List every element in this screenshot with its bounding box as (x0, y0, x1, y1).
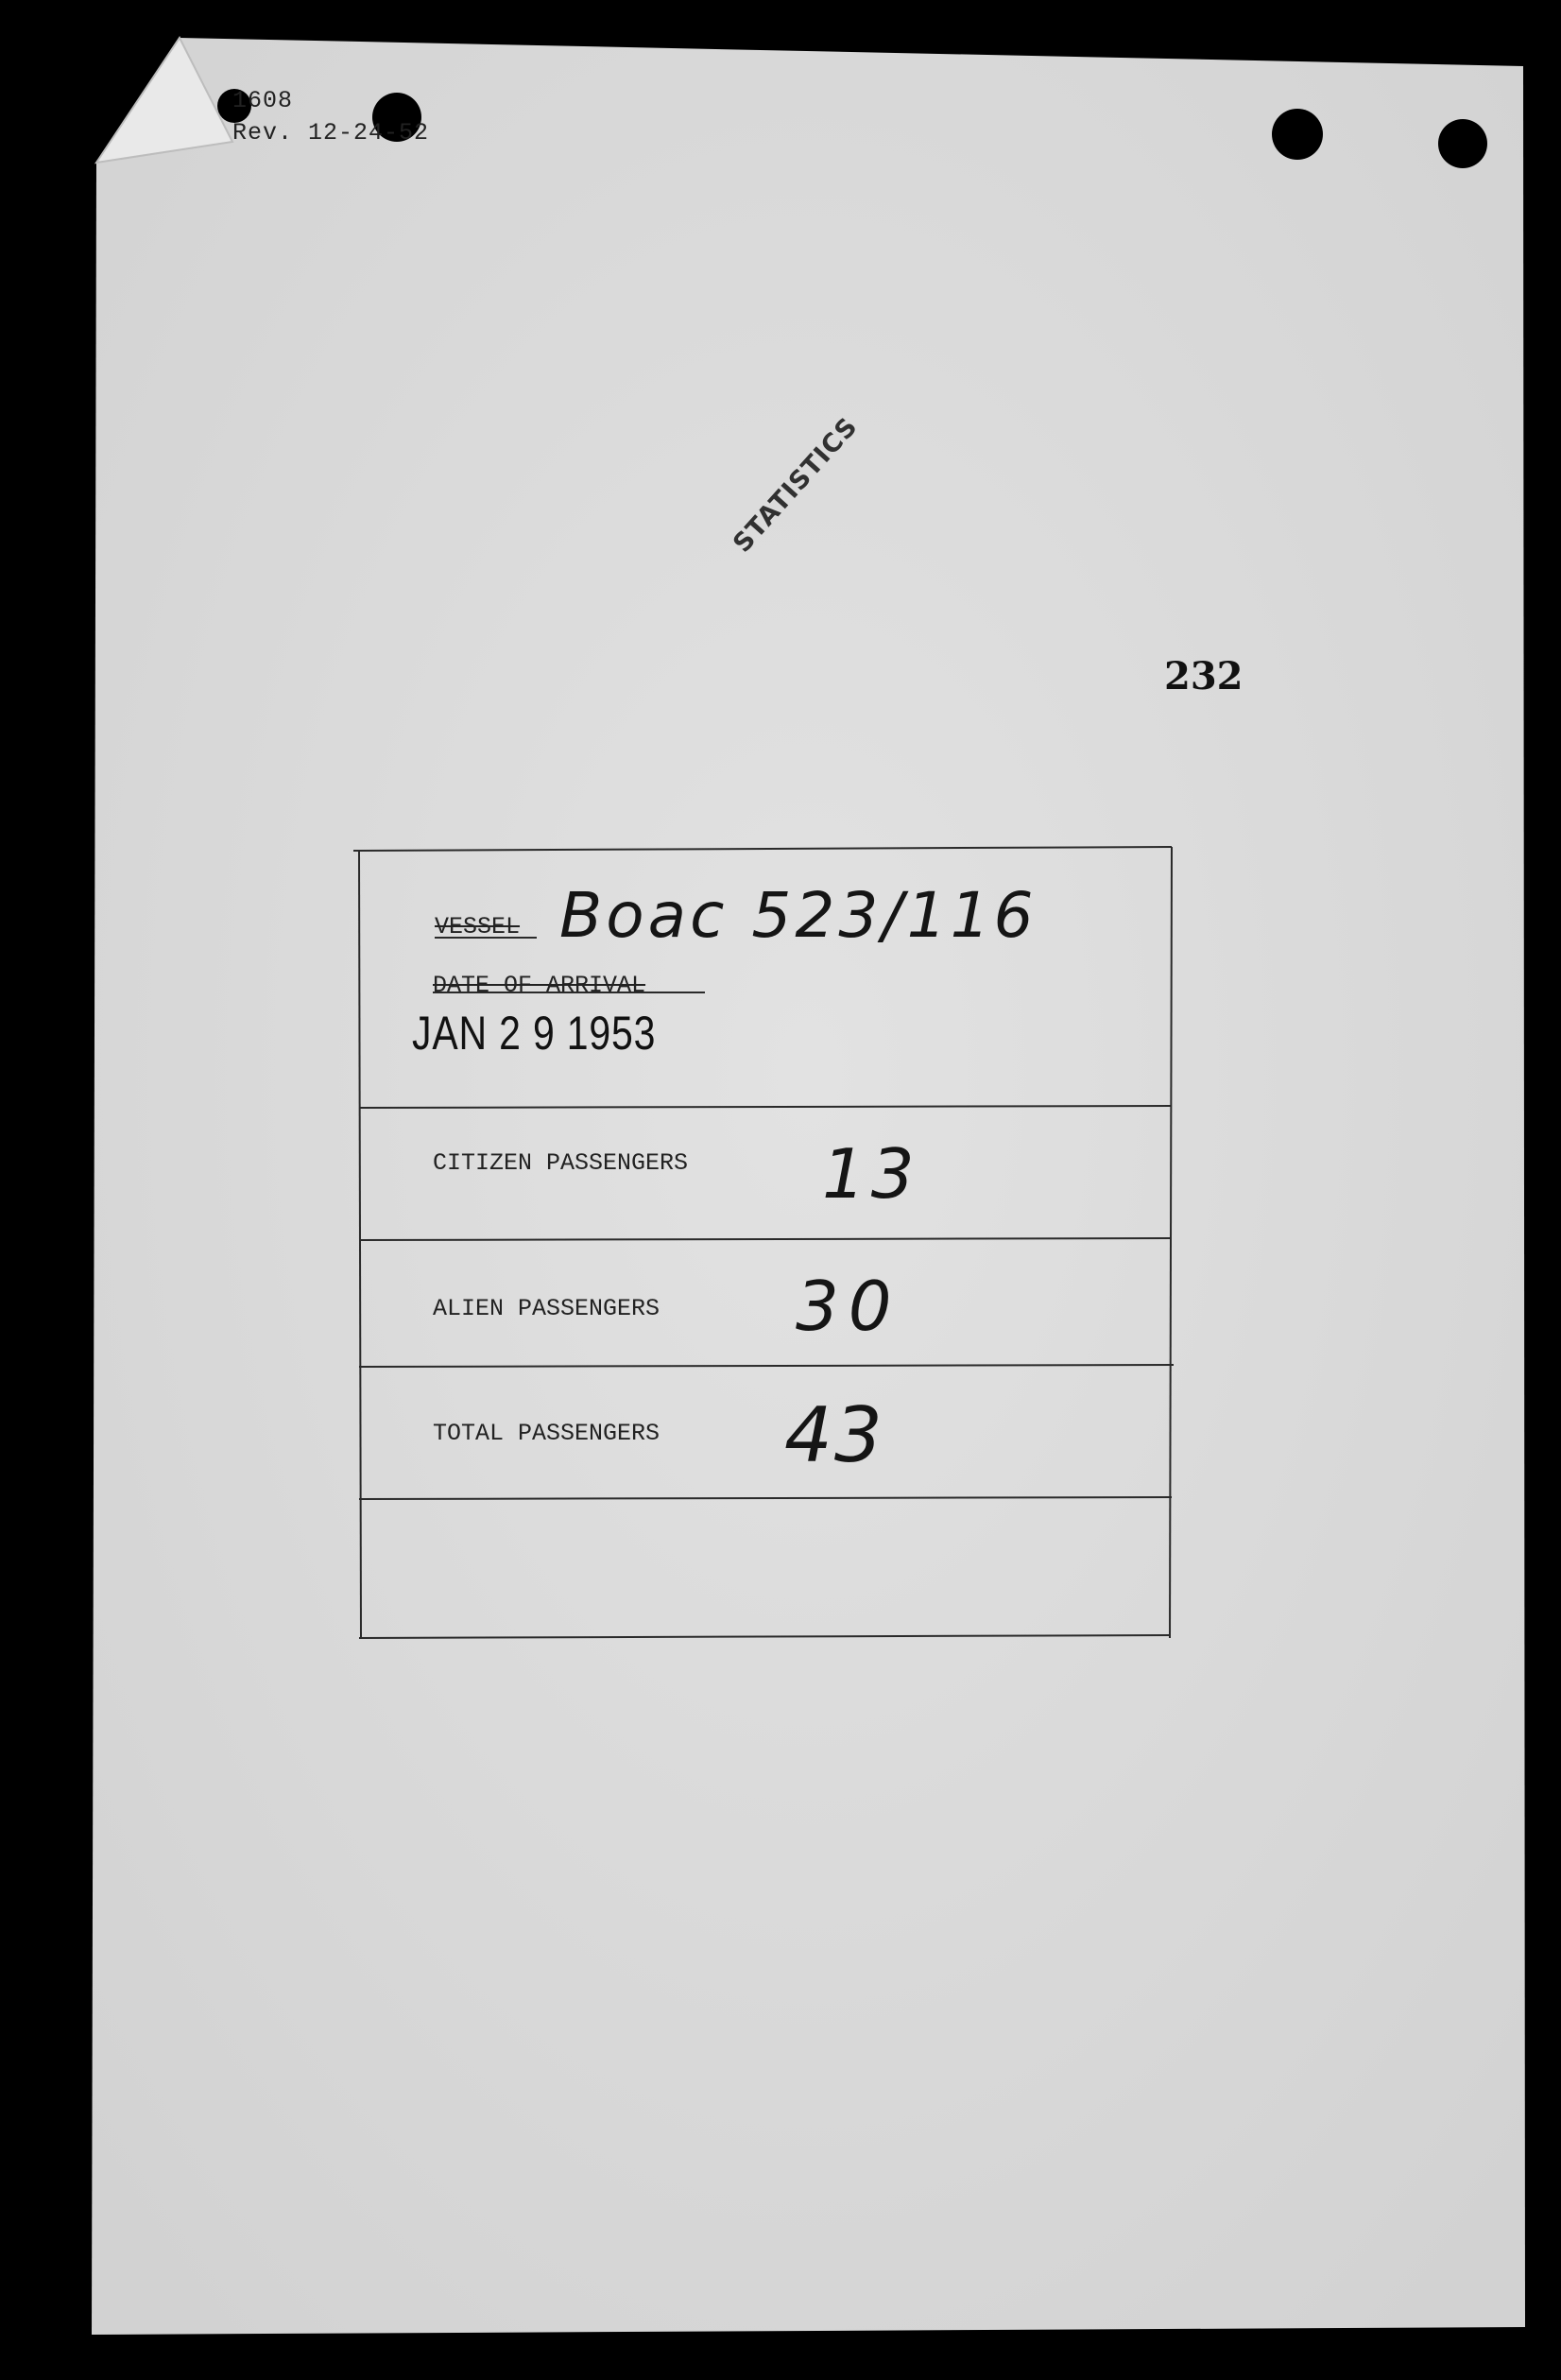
punch-hole-right-2 (1438, 119, 1487, 168)
revision-date: Rev. 12-24-52 (232, 119, 430, 147)
vessel-value: Boac 523/116 (559, 879, 1038, 952)
punch-hole-right-1 (1272, 109, 1323, 160)
paper-body (92, 38, 1525, 2335)
form-number: 1608 (232, 87, 294, 114)
alien-passengers-value: 30 (796, 1267, 901, 1346)
alien-passengers-label: ALIEN PASSENGERS (433, 1295, 660, 1322)
arrival-date-label: DATE OF ARRIVAL (433, 972, 646, 999)
page-number: 232 (1164, 654, 1244, 698)
total-passengers-value: 43 (784, 1391, 884, 1479)
arrival-date-stamp: JAN 2 9 1953 (412, 1007, 657, 1060)
statistics-stamp: STATISTICS (728, 411, 864, 559)
vessel-label: VESSEL (435, 913, 521, 940)
citizen-passengers-value: 13 (822, 1134, 920, 1214)
citizen-passengers-label: CITIZEN PASSENGERS (433, 1149, 689, 1177)
total-passengers-label: TOTAL PASSENGERS (433, 1420, 660, 1447)
